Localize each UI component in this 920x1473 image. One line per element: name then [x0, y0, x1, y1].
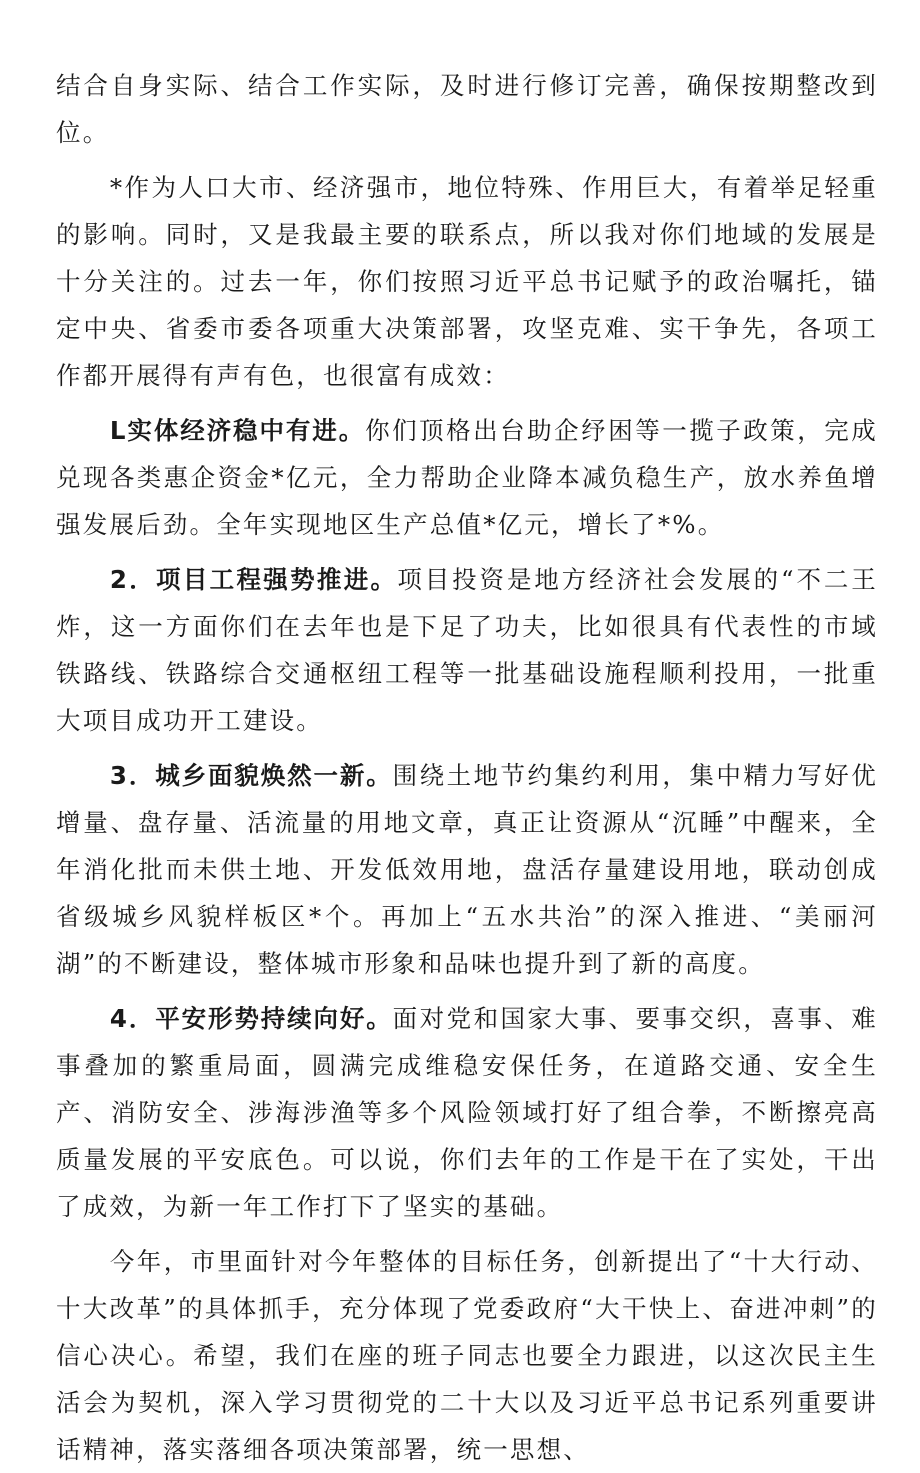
paragraph-item-2: [56, 556, 878, 744]
paragraph-text: 今年，市里面针对今年整体的目标任务，创新提出了“十大行动、十大改革”的具体抓手，充分体现了党委政府“大干快上、奋进冲刺”的信心决心。希望，我们在座的班子同志也要全力跟进，以这次民主生活会为契机，深入学习贯彻党的二十大以及习近平总书记系列重要讲话精神，落实落细各项决策部署，统一思想、: [56, 1247, 878, 1464]
item-heading: 4．平安形势持续向好。: [109, 1004, 393, 1033]
paragraph-intro: [56, 164, 878, 399]
item-heading: 3．城乡面貌焕然一新。: [109, 761, 393, 790]
paragraph-item-3: [56, 752, 878, 987]
paragraph-text: 围绕土地节约集约利用，集中精力写好优增量、盘存量、活流量的用地文章，真正让资源从“沉睡”中醒来，全年消化批而未供土地、开发低效用地，盘活存量建设用地，联动创成省级城乡风貌样板区*个。再加上“五水共治”的深入推进、“美丽河湖”的不断建设，整体城市形象和品味也提升到了新的高度。: [56, 761, 878, 978]
paragraph-continuation: [56, 62, 878, 156]
paragraph-conclusion: [56, 1238, 878, 1473]
paragraph-item-4: [56, 995, 878, 1230]
paragraph-item-1: [56, 407, 878, 548]
item-heading: L实体经济稳中有进。: [109, 416, 366, 445]
item-heading: 2．项目工程强势推进。: [109, 565, 398, 594]
paragraph-text: *作为人口大市、经济强市，地位特殊、作用巨大，有着举足轻重的影响。同时，又是我最主要的联系点，所以我对你们地域的发展是十分关注的。过去一年，你们按照习近平总书记赋予的政治嘱托，锚定中央、省委市委各项重大决策部署，攻坚克难、实干争先，各项工作都开展得有声有色，也很富有成效：: [56, 173, 878, 390]
paragraph-text: 结合自身实际、结合工作实际，及时进行修订完善，确保按期整改到位。: [56, 71, 878, 147]
paragraph-text: 面对党和国家大事、要事交织，喜事、难事叠加的繁重局面，圆满完成维稳安保任务，在道路交通、安全生产、消防安全、涉海涉渔等多个风险领域打好了组合拳，不断擦亮高质量发展的平安底色。可以说，你们去年的工作是干在了实处，干出了成效，为新一年工作打下了坚实的基础。: [56, 1004, 878, 1221]
paragraph-text: 你们顶格出台助企纾困等一揽子政策，完成兑现各类惠企资金*亿元，全力帮助企业降本减负稳生产，放水养鱼增强发展后劲。全年实现地区生产总值*亿元，增长了*%。: [56, 416, 878, 539]
paragraph-text: 项目投资是地方经济社会发展的“不二王炸，这一方面你们在去年也是下足了功夫，比如很具有代表性的市域铁路线、铁路综合交通枢纽工程等一批基础设施程顺利投用，一批重大项目成功开工建设。: [56, 565, 878, 735]
